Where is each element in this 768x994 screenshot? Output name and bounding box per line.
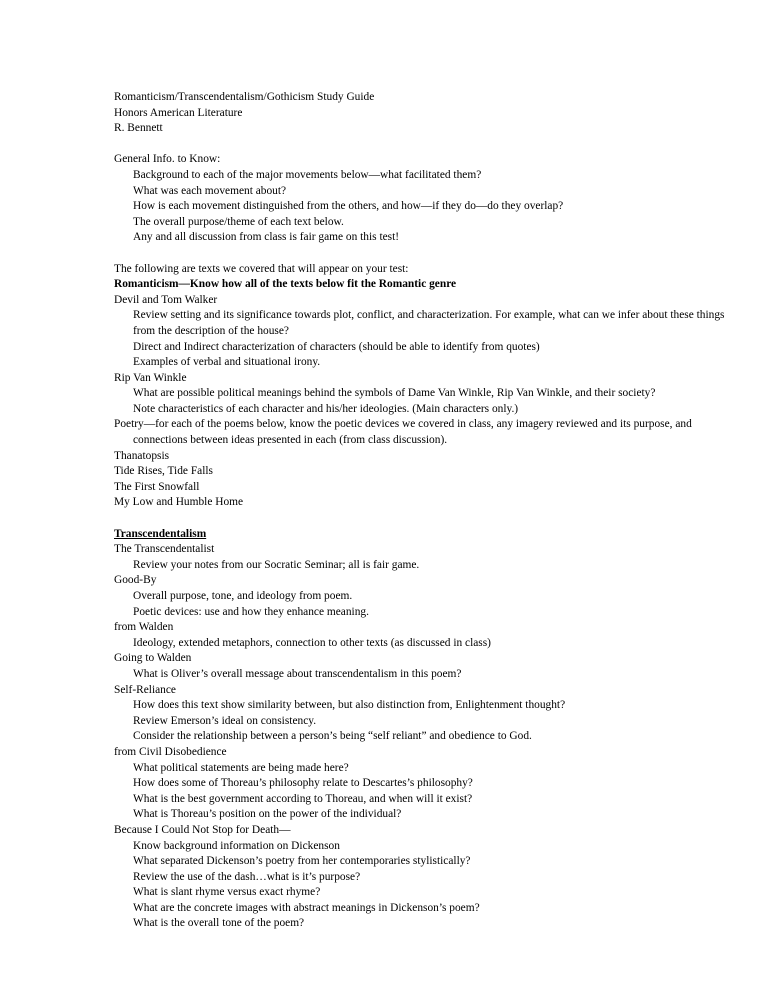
death-item: Know background information on Dickenson xyxy=(133,839,340,852)
death-item: What is slant rhyme versus exact rhyme? xyxy=(133,886,321,899)
selfreliance-item: Review Emerson’s ideal on consistency. xyxy=(133,714,317,727)
going-item: What is Oliver’s overall message about transcendentalism in this poem? xyxy=(133,667,462,680)
civil-item: What is the best government according to Thoreau, and when will it exist? xyxy=(133,792,473,805)
selfreliance-item: How does this text show similarity between, but also distinction from, Enlightenment thought? xyxy=(133,699,566,712)
poem-title: Thanatopsis xyxy=(114,449,170,462)
civil-item: How does some of Thoreau’s philosophy relate to Descartes’s philosophy? xyxy=(133,777,473,790)
goodby-item: Overall purpose, tone, and ideology from poem. xyxy=(133,590,353,602)
walden-item: Ideology, extended metaphors, connection to other texts (as discussed in class) xyxy=(133,636,491,649)
poetry-note: Poetry—for each of the poems below, know the poetic devices we covered in class, any imagery reviewed and its purpose, and connections between ideas presented in each (from class discussion). xyxy=(114,418,692,447)
poem-title: The First Snowfall xyxy=(114,480,200,493)
text-title-walden: from Walden xyxy=(114,621,174,634)
goodby-item: Poetic devices: use and how they enhance meaning. xyxy=(133,605,369,618)
civil-item: What is Thoreau’s position on the power of the individual? xyxy=(133,808,402,821)
text-title-rip: Rip Van Winkle xyxy=(114,371,187,384)
general-item: What was each movement about? xyxy=(133,184,287,197)
devil-item: Review setting and its significance towards plot, conflict, and characterization. For example, what can we infer about these things from the description of the house? xyxy=(133,309,725,337)
death-item: What are the concrete images with abstract meanings in Dickenson’s poem? xyxy=(133,901,480,914)
text-title-devil: Devil and Tom Walker xyxy=(114,293,218,306)
death-item: What is the overall tone of the poem? xyxy=(133,917,305,930)
romanticism-heading: Romanticism—Know how all of the texts below fit the Romantic genre xyxy=(114,278,457,291)
transcendentalist-item: Review your notes from our Socratic Seminar; all is fair game. xyxy=(133,558,420,571)
document-title: Romanticism/Transcendentalism/Gothicism Study Guide xyxy=(114,91,375,103)
general-item: Any and all discussion from class is fair game on this test! xyxy=(133,231,400,244)
general-item: The overall purpose/theme of each text below. xyxy=(133,215,344,228)
death-item: Review the use of the dash…what is it’s purpose? xyxy=(133,870,361,883)
rip-item: Note characteristics of each character and his/her ideologies. (Main characters only.) xyxy=(133,402,519,415)
death-item: What separated Dickenson’s poetry from her contemporaries stylistically? xyxy=(133,855,471,868)
general-item: How is each movement distinguished from the others, and how—if they do—do they overlap? xyxy=(133,200,564,213)
poem-title: My Low and Humble Home xyxy=(114,496,244,509)
text-title-transcendentalist: The Transcendentalist xyxy=(114,543,215,556)
transcendentalism-heading: Transcendentalism xyxy=(114,527,207,540)
devil-item: Examples of verbal and situational irony. xyxy=(133,356,321,369)
rip-item: What are possible political meanings behind the symbols of Dame Van Winkle, Rip Van Winkle, and their society? xyxy=(133,387,656,400)
poem-title: Tide Rises, Tide Falls xyxy=(114,465,213,478)
text-title-because-i-could-not-stop: Because I Could Not Stop for Death— xyxy=(114,823,291,836)
devil-item: Direct and Indirect characterization of characters (should be able to identify from quotes) xyxy=(133,340,540,353)
course-name: Honors American Literature xyxy=(114,106,243,119)
teacher-name: R. Bennett xyxy=(114,122,163,135)
text-title-self-reliance: Self-Reliance xyxy=(114,683,176,696)
general-item: Background to each of the major movements below—what facilitated them? xyxy=(133,168,482,181)
selfreliance-item: Consider the relationship between a person’s being “self reliant” and obedience to God. xyxy=(133,730,532,743)
text-title-goodby: Good-By xyxy=(114,574,157,587)
civil-item: What political statements are being made here? xyxy=(133,761,349,774)
text-title-going-to-walden: Going to Walden xyxy=(114,652,192,665)
general-heading: General Info. to Know: xyxy=(114,153,221,166)
intro-text: The following are texts we covered that will appear on your test: xyxy=(114,262,409,275)
text-title-civil-disobedience: from Civil Disobedience xyxy=(114,745,227,758)
